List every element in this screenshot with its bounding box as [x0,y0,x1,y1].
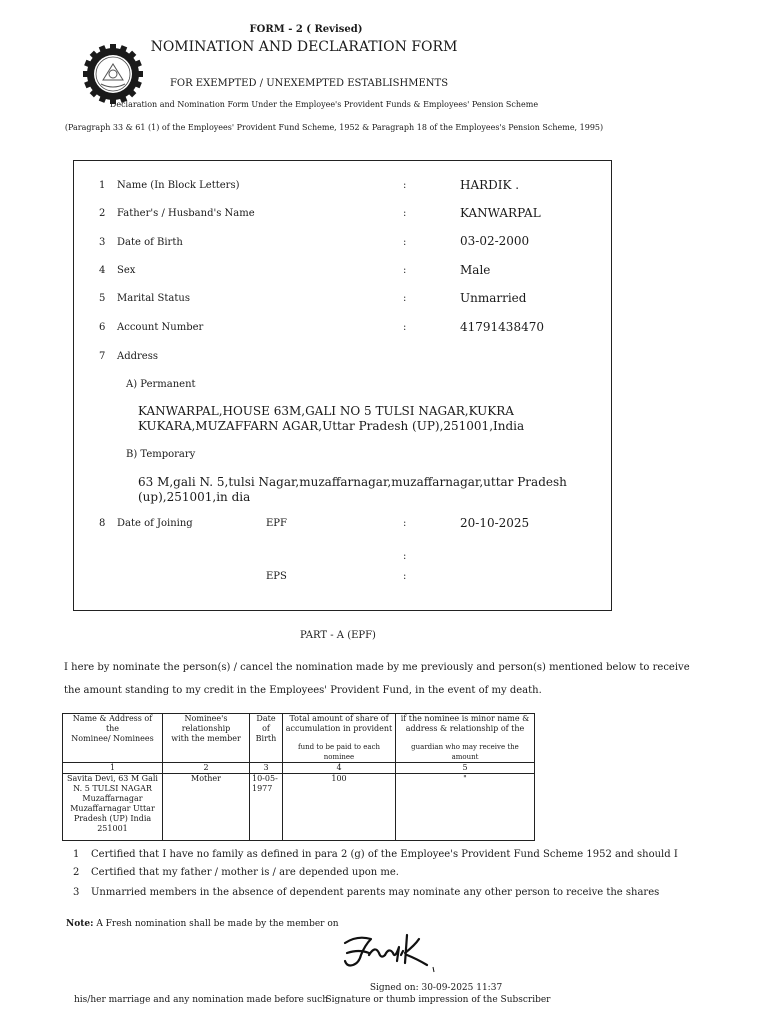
nominee-dob: 10-05-1977 [250,774,283,841]
field-number: 8 [99,518,106,529]
certification-text: Certified that I have no family as defined in para 2 (g) of the Employee's Provident Fund Scheme 1952 and should I [91,849,678,860]
table-header-cell [250,714,283,763]
certification-number: 3 [73,887,80,898]
table-header-cell [63,714,163,763]
field-number: 2 [99,208,106,219]
field-colon: : [403,293,407,304]
field-label-date-of-joining: Date of Joining [117,518,193,529]
table-header-cell [283,714,396,763]
field-label-marital-status: Marital Status [117,293,190,304]
column-number: 1 [63,763,163,774]
temporary-address-label: B) Temporary [126,449,196,460]
header-text: Name & Address of the [72,714,153,733]
field-colon: : [403,322,407,333]
field-label-name: Name (In Block Letters) [117,180,240,191]
column-number: 4 [283,763,396,774]
temporary-address-value: 63 M,gali N. 5,tulsi Nagar,muzaffarnagar,muzaffarnagar,uttar Pradesh (up),251001,in dia [138,475,567,504]
field-colon: : [403,208,407,219]
field-value-account-number: 41791438470 [460,320,544,334]
eps-label: EPS [266,571,287,582]
epf-label: EPF [266,518,287,529]
form-title: NOMINATION AND DECLARATION FORM [150,39,458,55]
header-text: Nominee/ Nominees [71,734,154,743]
table-header-cell [396,714,535,763]
field-number: 1 [99,180,106,191]
header-text: if the nominee is minor name & [400,714,530,723]
certification-text: Certified that my father / mother is / are depended upon me. [91,867,399,878]
table-header-cell [163,714,250,763]
header-text: Birth [255,734,277,743]
part-a-heading: PART - A (EPF) [300,630,376,641]
paragraph-reference: (Paragraph 33 & 61 (1) of the Employees' Provident Fund Scheme, 1952 & Paragraph 18 of the Employees's Pension Scheme, 1995) [64,123,604,132]
nominee-share: 100 [283,774,396,841]
field-number: 5 [99,293,106,304]
header-text: fund to be paid to each nominee [297,743,380,761]
field-colon: : [403,180,407,191]
field-label-father-name: Father's / Husband's Name [117,208,255,219]
header-text: address & relationship of the [405,724,525,733]
note-continued: his/her marriage and any nomination made before such [74,995,328,1005]
field-value-father-name: KANWARPAL [460,206,541,220]
header-text: Nominee's relationship [181,714,231,733]
certification-number: 1 [73,849,80,860]
certification-number: 2 [73,867,80,878]
field-number: 7 [99,351,106,362]
nominee-table [62,713,535,841]
field-value-name: HARDIK . [460,178,520,192]
nomination-statement-line: the amount standing to my credit in the Employees' Provident Fund, in the event of my death. [64,685,542,696]
note-line [66,919,339,929]
header-text: guardian who may receive the amount [411,743,519,761]
note-text: A Fresh nomination shall be made by the member on [96,919,339,929]
nominee-guardian: " [396,774,535,841]
header-text: accumulation in provident [285,724,393,733]
signed-on-timestamp: Signed on: 30-09-2025 11:37 [369,983,503,993]
epf-joining-date: 20-10-2025 [460,516,530,530]
field-colon: : [403,237,407,248]
certification-text: Unmarried members in the absence of dependent parents may nominate any other person to receive the shares [91,887,660,898]
declaration-line: Declaration and Nomination Form Under the Employee's Provident Funds & Employees' Pension Scheme [109,100,539,109]
form-number: FORM - 2 ( Revised) [249,24,363,35]
field-label-sex: Sex [117,265,136,276]
field-value-sex: Male [460,263,491,277]
signature-image [335,925,445,975]
field-label-account-number: Account Number [117,322,204,333]
table-row [63,774,535,841]
table-header-row [63,714,535,763]
nominee-relationship: Mother [163,774,250,841]
form-subtitle: FOR EXEMPTED / UNEXEMPTED ESTABLISHMENTS [169,78,449,89]
header-text: Total amount of share of [289,714,389,723]
permanent-address-value: KANWARPAL,HOUSE 63M,GALI NO 5 TULSI NAGAR,KUKRA KUKARA,MUZAFFARN AGAR,Uttar Pradesh (UP),251001,India [138,404,525,433]
field-value-marital-status: Unmarried [460,291,527,305]
epfo-emblem-icon [83,44,143,104]
header-text: with the member [171,734,241,743]
note-label: Note: [66,919,94,929]
column-number: 3 [250,763,283,774]
column-number: 2 [163,763,250,774]
signature-caption: Signature or thumb impression of the Subscriber [325,995,551,1005]
field-number: 6 [99,322,106,333]
field-label-address: Address [117,351,158,362]
nomination-statement-line: I here by nominate the person(s) / cancel the nomination made by me previously and person(s) mentioned below to receive [64,662,690,673]
field-value-dob: 03-02-2000 [460,234,530,248]
field-label-dob: Date of Birth [117,237,183,248]
field-colon: : [403,265,407,276]
table-number-row [63,763,535,774]
header-text: Date of [256,714,276,733]
field-colon: : [403,551,407,562]
field-number: 4 [99,265,106,276]
field-colon: : [403,518,407,529]
column-number: 5 [396,763,535,774]
permanent-address-label: A) Permanent [126,379,196,390]
field-colon: : [403,571,407,582]
field-number: 3 [99,237,106,248]
nominee-name-address: Savita Devi, 63 M Gali N. 5 TULSI NAGAR Muzaffarnagar Muzaffarnagar Uttar Pradesh (UP) India 251001 [63,774,163,841]
